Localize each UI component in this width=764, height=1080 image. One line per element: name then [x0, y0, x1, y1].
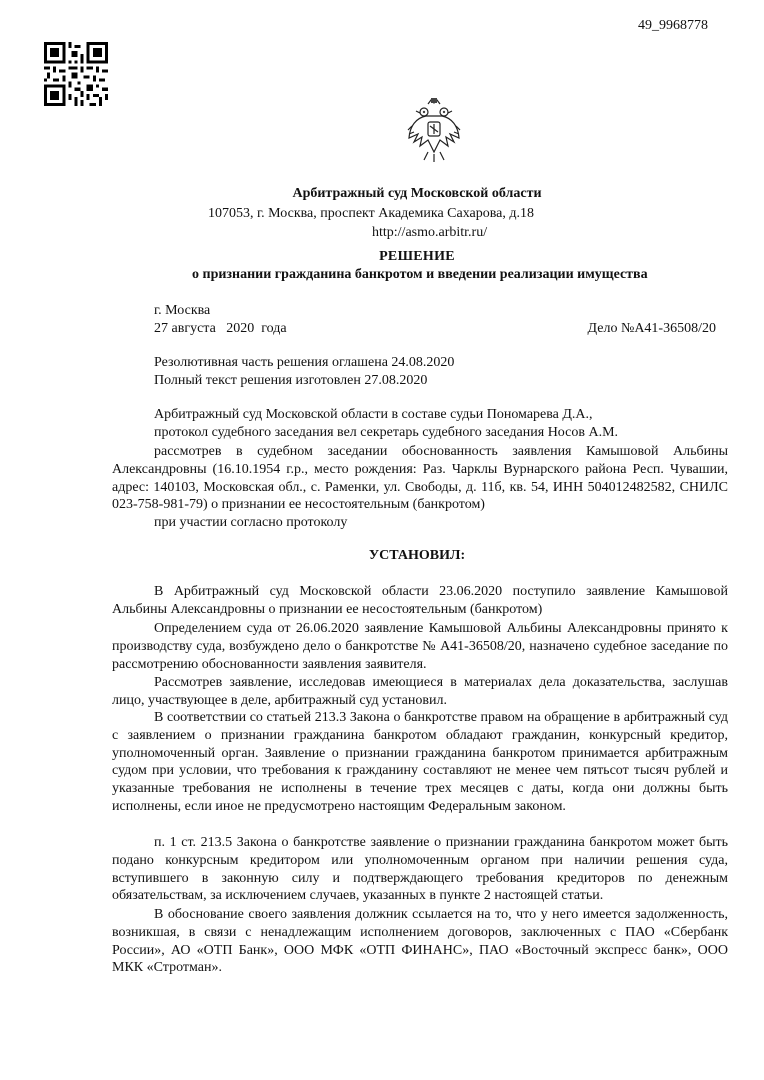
- document-subtitle: о признании гражданина банкротом и введении реализации имущества: [192, 267, 648, 282]
- paragraph: Рассмотрев заявление, исследовав имеющиеся в материалах дела доказательства, заслушав лицо, участвующее в деле, арбитражный суд установил.: [112, 675, 728, 708]
- paragraph: В Арбитражный суд Московской области 23.06.2020 поступило заявление Камышовой Альбины Александровны о признании ее несостоятельным (банкротом): [112, 584, 728, 617]
- court-address: 107053, г. Москва, проспект Академика Сахарова, д.18: [208, 206, 535, 221]
- city: г. Москва: [154, 303, 211, 318]
- decision-date: 27 августа 2020 года: [154, 321, 287, 336]
- court-name: Арбитражный суд Московской области: [292, 186, 542, 201]
- case-number: Дело №А41-36508/20: [587, 321, 716, 336]
- resolution-announced-date: Резолютивная часть решения оглашена 24.08.2020: [154, 355, 455, 370]
- coat-of-arms-emblem: [406, 96, 462, 166]
- paragraph: В соответствии со статьей 213.3 Закона о банкротстве правом на обращение в арбитражный суд с заявлением о признании гражданина банкротом обладают гражданин, конкурсный кредитор, уполномоченный орган. Заявление о признании гражданина банкротом принимается арбитражным судом при условии, что требования к гражданину составляют не менее чем пятьсот тысяч рублей и указанные требования не исполнены в течение трех месяцев с даты, когда они должны быть исполнены, если иное не предусмотрено настоящим Федеральным законом.: [112, 710, 728, 814]
- paragraph: Определением суда от 26.06.2020 заявление Камышовой Альбины Александровны принято к производству суда, возбуждено дело о банкротстве № А41-36508/20, назначено судебное заседание по рассмотрению обоснованности заявления заявителя.: [112, 621, 728, 672]
- intro-secretary: протокол судебного заседания вел секретарь судебного заседания Носов А.М.: [154, 425, 619, 440]
- full-text-date: Полный текст решения изготовлен 27.08.2020: [154, 373, 428, 388]
- qr-code: [44, 42, 108, 106]
- intro-court-composition: Арбитражный суд Московской области в составе судьи Пономарева Д.А.,: [154, 407, 593, 422]
- court-website-link[interactable]: http://asmo.arbitr.ru/: [372, 225, 488, 240]
- document-number: 49_9968778: [638, 18, 708, 33]
- document-title: РЕШЕНИЕ: [379, 249, 455, 264]
- paragraph: п. 1 ст. 213.5 Закона о банкротстве заявление о признании гражданина банкротом может быть подано конкурсным кредитором или уполномоченным органом при наличии решения суда, вступившего в законную силу и подтверждающего требования кредиторов по денежным обязательствам, за исключением случаев, указанных в пункте 2 настоящей статьи.: [112, 835, 728, 904]
- section-heading: УСТАНОВИЛ:: [368, 548, 466, 563]
- intro-case-description: рассмотрев в судебном заседании обоснованность заявления Камышовой Альбины Александровны (16.10.1954 г.р., место рождения: Раз. Чарклы Вурнарского района Респ. Чувашии, адрес: 140103, Московская обл., с. Раменки, ул. Свободы, д. 11б, кв. 54, ИНН 504012482582, СНИЛС 023-758-981-79) о признании ее несостоятельным (банкротом): [112, 444, 728, 513]
- paragraph: В обоснование своего заявления должник ссылается на то, что у него имеется задолженность, возникшая, в связи с ненадлежащим исполнением договоров, заключенных с ПАО «Сбербанк России», АО «ОТП Банк», ООО МФК «ОТП ФИНАНС», ПАО «Восточный экспресс банк», ООО МКК «Стротман».: [112, 907, 728, 976]
- intro-participation: при участии согласно протоколу: [154, 515, 348, 530]
